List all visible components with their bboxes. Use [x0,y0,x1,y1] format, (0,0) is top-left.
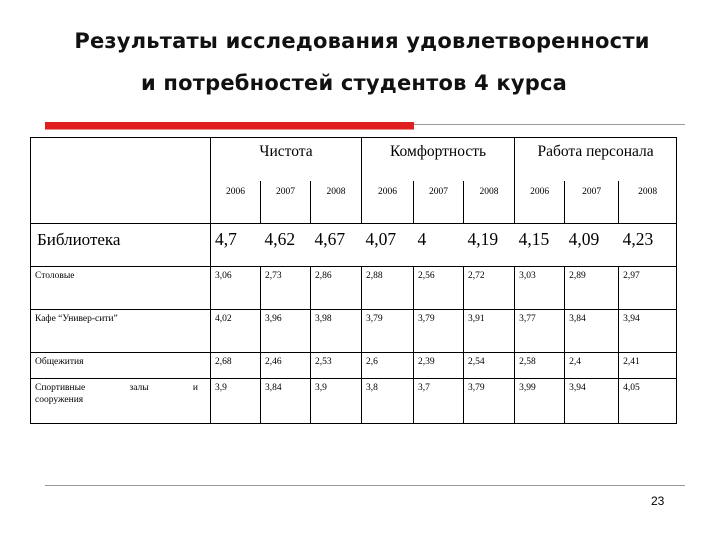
table-cell: 4,62 [261,224,311,267]
table-cell: 2,86 [311,267,362,310]
table-row [31,310,677,353]
table-row [31,224,677,267]
table-cell: 2,46 [261,353,311,379]
year-header: 2006 [515,181,565,224]
header-empty-cell [31,138,211,181]
table-row [31,353,677,379]
table-cell: 3,96 [261,310,311,353]
table-cell: 2,97 [619,267,677,310]
table-cell: 3,7 [414,379,464,424]
group-header-staff: Работа персонала [515,138,677,181]
table-cell: 2,41 [619,353,677,379]
table-cell: 4,05 [619,379,677,424]
row-label-word: залы [129,383,149,393]
year-header: 2008 [619,181,677,224]
year-header: 2008 [464,181,515,224]
table-cell: 2,56 [414,267,464,310]
table-cell: 4,19 [464,224,515,267]
table-cell: 2,88 [362,267,414,310]
group-header-comfort: Комфортность [362,138,515,181]
slide-title-line-1: Результаты исследования удовлетворенности [74,29,650,53]
page-number: 23 [651,494,665,508]
table-cell: 3,99 [515,379,565,424]
year-header: 2006 [211,181,261,224]
table-cell: 3,79 [362,310,414,353]
table-row [31,379,677,424]
table-cell: 3,84 [261,379,311,424]
row-label-line-2: сооружения [35,395,84,405]
table-cell: 3,91 [464,310,515,353]
table-cell: 4,09 [565,224,619,267]
table-cell: 4,67 [311,224,362,267]
table-cell: 4 [414,224,464,267]
row-label-word: и [192,383,198,393]
year-header: 2008 [311,181,362,224]
header-empty-cell [31,181,211,224]
year-header: 2007 [261,181,311,224]
table-cell: 2,72 [464,267,515,310]
survey-results-table [30,137,677,424]
table-cell: 3,9 [311,379,362,424]
table-cell: 3,84 [565,310,619,353]
table-cell: 4,7 [211,224,261,267]
row-label [31,379,211,424]
table-cell: 2,54 [464,353,515,379]
row-label: Библиотека [31,224,211,267]
table-cell: 4,23 [619,224,677,267]
table-cell: 2,73 [261,267,311,310]
table-cell: 3,9 [211,379,261,424]
table-cell: 4,15 [515,224,565,267]
table-cell: 3,79 [464,379,515,424]
year-header: 2007 [565,181,619,224]
table-cell: 4,02 [211,310,261,353]
table-cell: 3,98 [311,310,362,353]
table-cell: 2,4 [565,353,619,379]
table-cell: 3,77 [515,310,565,353]
table-cell: 3,79 [414,310,464,353]
year-header: 2007 [414,181,464,224]
table-cell: 3,94 [619,310,677,353]
slide-title-line-2: и потребностей студентов 4 курса [140,71,568,95]
table-cell: 4,07 [362,224,414,267]
accent-bar-red-shadow [45,129,414,130]
table-cell: 3,94 [565,379,619,424]
table-cell: 2,89 [565,267,619,310]
accent-bar-red [45,122,414,129]
table-cell: 2,68 [211,353,261,379]
table-cell: 2,58 [515,353,565,379]
year-header: 2006 [362,181,414,224]
table-cell: 3,06 [211,267,261,310]
table-cell: 2,39 [414,353,464,379]
row-label: Столовые [31,267,211,310]
row-label: Кафе “Универ-сити” [31,310,211,353]
table-header-row-years [31,181,677,224]
table-cell: 2,6 [362,353,414,379]
table-cell: 3,03 [515,267,565,310]
table-cell: 3,8 [362,379,414,424]
row-label-word: Спортивные [35,383,86,393]
group-header-cleanliness: Чистота [211,138,362,181]
footer-rule [45,485,685,486]
table-row [31,267,677,310]
row-label: Общежития [31,353,211,379]
row-label-line-1 [35,382,210,394]
table-header-row-groups [31,138,677,181]
table-cell: 2,53 [311,353,362,379]
